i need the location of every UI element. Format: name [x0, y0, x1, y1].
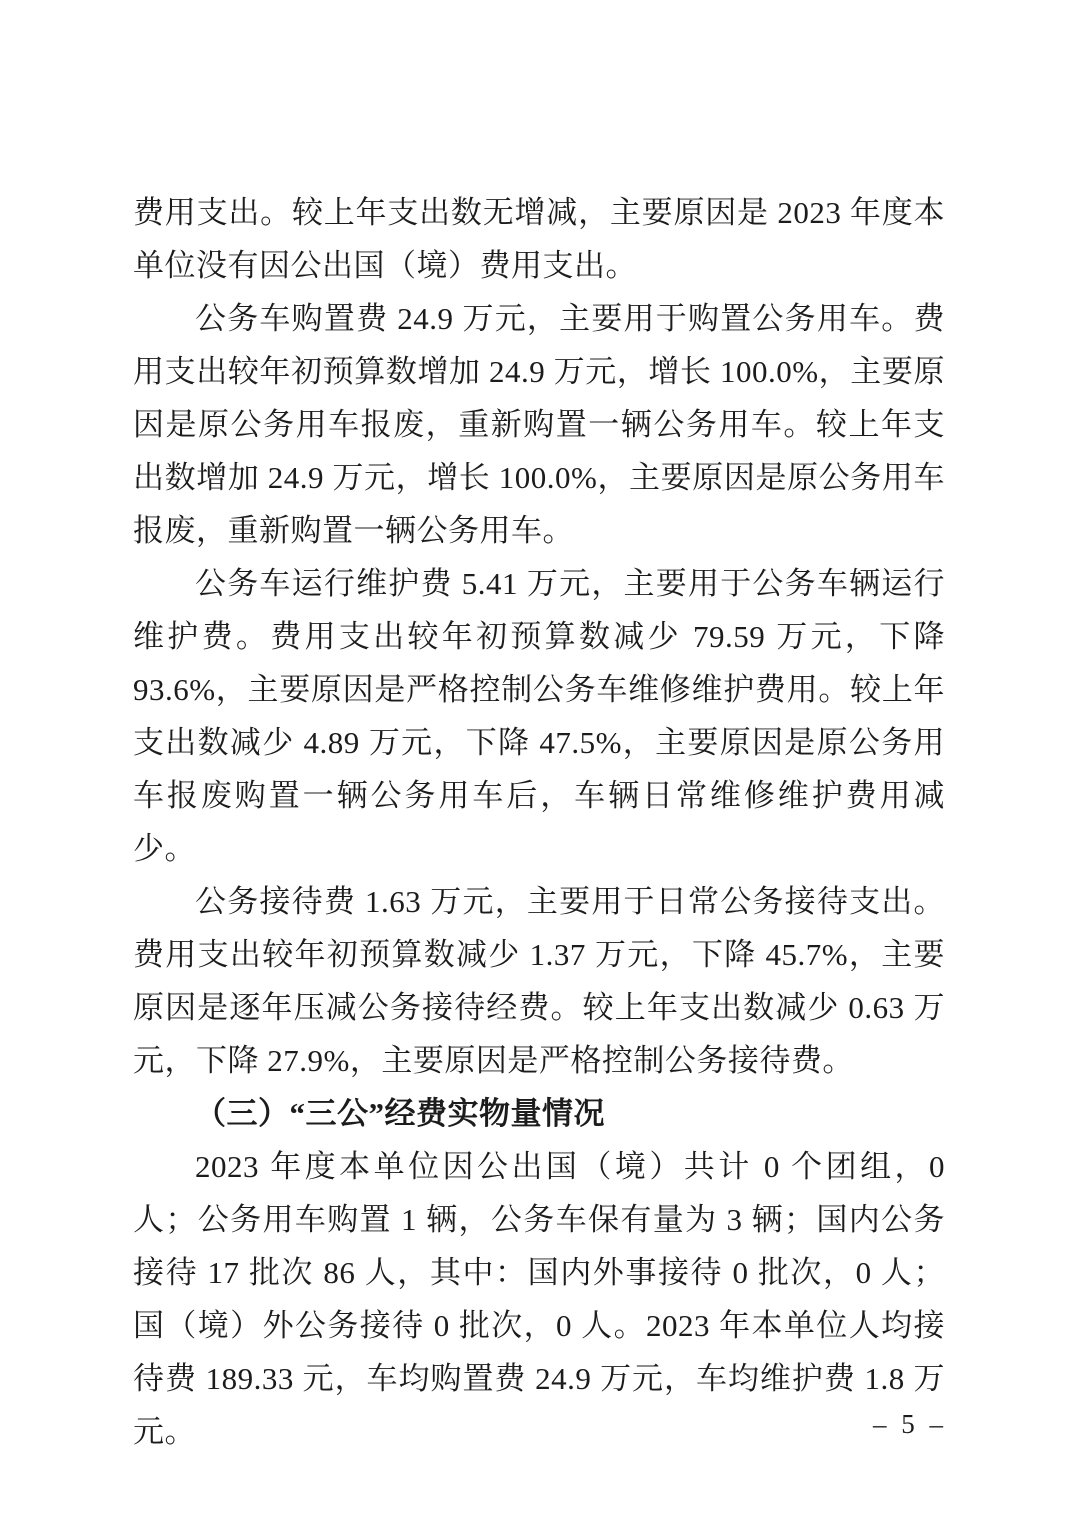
paragraph-official-reception: 公务接待费 1.63 万元，主要用于日常公务接待支出。费用支出较年初预算数减少 1.37 万元，下降 45.7%，主要原因是逐年压减公务接待经费。较上年支出数减少 0.63 万元，下降 27.9%，主要原因是严格控制公务接待费。 [133, 884, 945, 1078]
page-number: – 5 – [873, 1409, 947, 1439]
paragraph-vehicle-purchase: 公务车购置费 24.9 万元，主要用于购置公务用车。费用支出较年初预算数增加 24.9 万元，增长 100.0%，主要原因是原公务用车报废，重新购置一辆公务用车。较上年支出数增加 24.9 万元，增长 100.0%，主要原因是原公务用车报废，重新购置一辆公务用车。 [133, 301, 945, 548]
section-heading-three-public-expenses: （三）“三公”经费实物量情况 [195, 1096, 605, 1131]
paragraph-vehicle-maintenance: 公务车运行维护费 5.41 万元，主要用于公务车辆运行维护费。费用支出较年初预算数减少 79.59 万元，下降 93.6%，主要原因是严格控制公务车维修维护费用。较上年支出数减少 4.89 万元，下降 47.5%，主要原因是原公务用车报废购置一辆公务用车后，车辆日常维修维护费用减少。 [133, 566, 945, 866]
paragraph-abroad-expense-continuation: 费用支出。较上年支出数无增减，主要原因是 2023 年度本单位没有因公出国（境）费用支出。 [133, 195, 945, 283]
paragraph-physical-quantities: 2023 年度本单位因公出国（境）共计 0 个团组，0 人；公务用车购置 1 辆，公务车保有量为 3 辆；国内公务接待 17 批次 86 人，其中：国内外事接待 0 批次，0 人；国（境）外公务接待 0 批次，0 人。2023 年本单位人均接待费 189.33 元，车均购置费 24.9 万元，车均维护费 1.8 万元。 [133, 1149, 945, 1449]
document-body [133, 186, 945, 1458]
